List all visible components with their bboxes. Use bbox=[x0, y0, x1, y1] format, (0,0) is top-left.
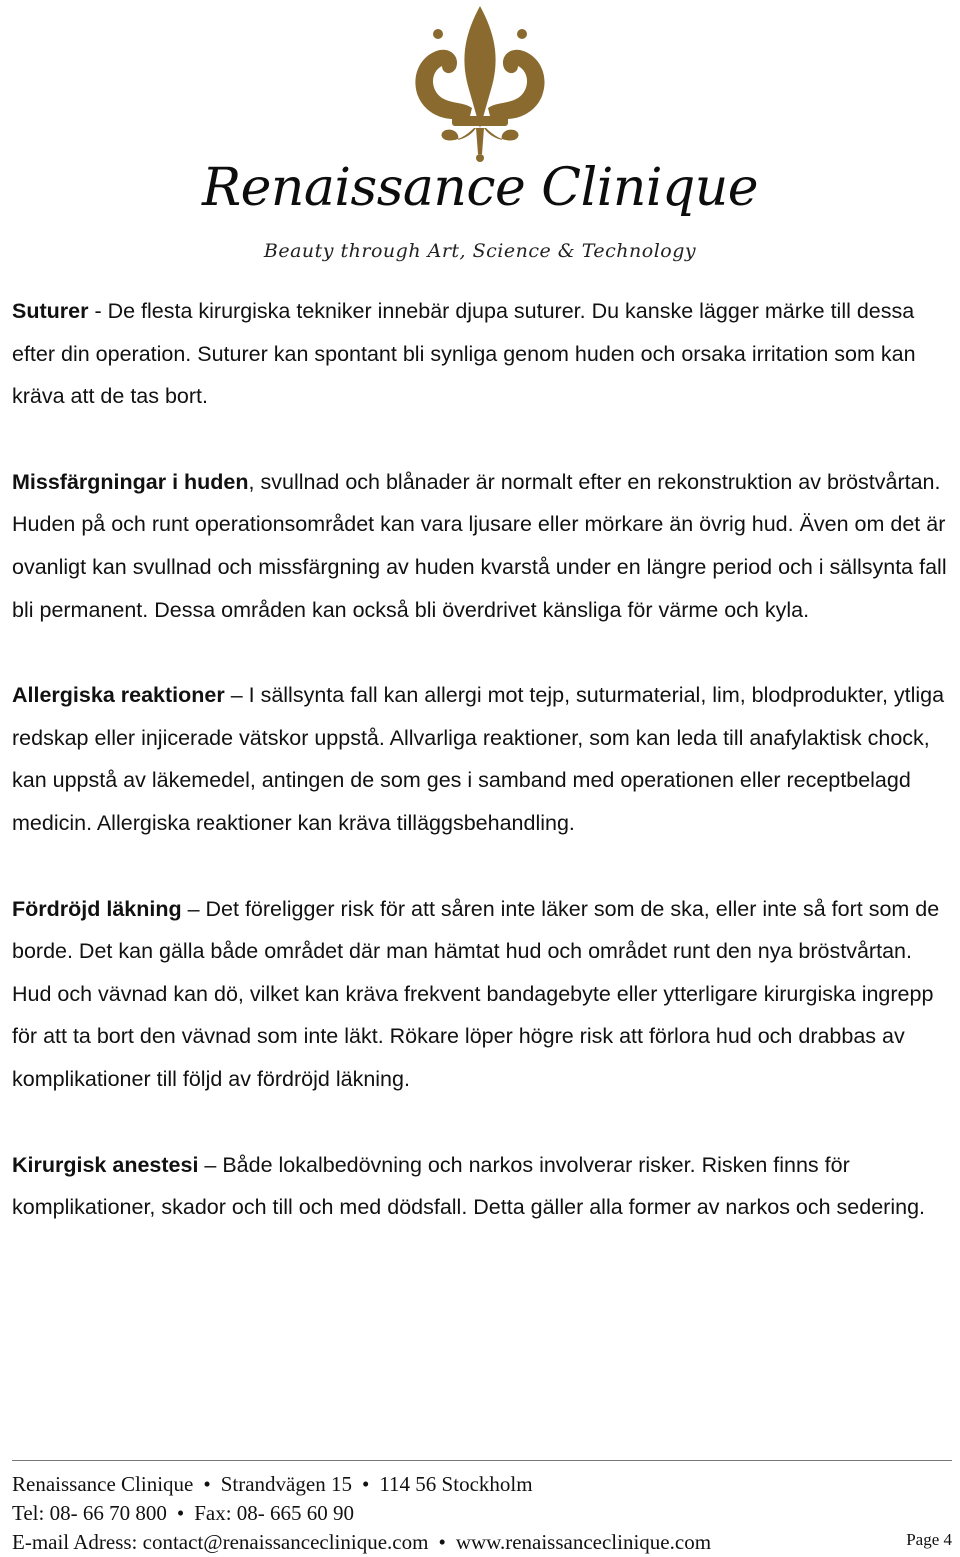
section-title: Kirurgisk anestesi bbox=[12, 1152, 199, 1177]
footer-address-row bbox=[12, 1470, 952, 1499]
footer-street: Strandvägen 15 bbox=[220, 1472, 352, 1496]
footer-contact-row bbox=[12, 1528, 952, 1557]
clinic-brand-name: Renaissance Clinique bbox=[201, 158, 759, 218]
section-text: Både lokalbedövning och narkos involverar risker. Risken finns för komplikationer, skador och till och med dödsfall. Detta gäller alla former av narkos och sedering. bbox=[12, 1152, 926, 1220]
footer-tel: Tel: 08- 66 70 800 bbox=[12, 1501, 167, 1525]
section-separator: – bbox=[181, 896, 206, 921]
section-title: Fördröjd läkning bbox=[12, 896, 182, 921]
section-text: De flesta kirurgiska tekniker innebär djupa suturer. Du kanske lägger märke till dessa efter din operation. Suturer kan spontant bli synliga genom huden och orsaka irritation som kan kräva att de tas bort. bbox=[12, 299, 916, 409]
section-fordrojd-lakning bbox=[12, 888, 948, 1101]
page-number: Page 4 bbox=[906, 1530, 952, 1549]
fleur-de-lis-icon bbox=[400, 4, 560, 172]
section-text: svullnad och blånader är normalt efter en rekonstruktion av bröstvårtan. Huden på och runt operationsområdet kan vara ljusare eller mörkare än övrig hud. Även om det är ovanligt kan svullnad och missfärgning av huden kvarstå under en längre period och i sällsynta fall bli permanent. Dessa områden kan också bli överdrivet känsliga för värme och kyla. bbox=[12, 469, 947, 622]
document-body bbox=[12, 290, 948, 1272]
footer-fax: Fax: 08- 665 60 90 bbox=[194, 1501, 355, 1525]
clinic-tagline: Beauty through Art, Science & Technology bbox=[263, 240, 697, 262]
footer-clinic-name: Renaissance Clinique bbox=[12, 1472, 194, 1496]
footer-email: E-mail Adress: contact@renaissanceclinique.com bbox=[12, 1530, 429, 1554]
footer-divider bbox=[12, 1460, 952, 1461]
bullet-separator: • bbox=[176, 1501, 185, 1525]
section-separator: – bbox=[198, 1152, 223, 1177]
section-text: I sällsynta fall kan allergi mot tejp, suturmaterial, lim, blodprodukter, ytliga redskap eller injicerade vätskor uppstå. Allvarliga reaktioner, som kan leda till anafylaktisk chock, kan uppstå av läkemedel, antingen de som ges i samband med operationen eller receptbelagd medicin. Allergiska reaktioner kan kräva tilläggsbehandling. bbox=[12, 683, 945, 835]
section-separator: - bbox=[88, 299, 108, 323]
document-header bbox=[0, 0, 960, 280]
section-allergiska-reaktioner bbox=[12, 674, 948, 844]
bullet-separator: • bbox=[438, 1530, 446, 1554]
footer-phone-row bbox=[12, 1499, 952, 1528]
bullet-separator: • bbox=[203, 1472, 211, 1496]
section-title: Allergiska reaktioner bbox=[12, 683, 225, 708]
document-footer bbox=[12, 1470, 952, 1557]
section-kirurgisk-anestesi bbox=[12, 1144, 948, 1229]
section-title: Suturer bbox=[12, 299, 89, 323]
section-title: Missfärgningar i huden bbox=[12, 469, 249, 494]
section-suturer bbox=[12, 290, 948, 418]
section-text: Det föreligger risk för att såren inte läker som de ska, eller inte så fort som de borde. Det kan gälla både området där man hämtat hud och området runt den nya bröstvårtan. Hud och vävnad kan dö, vilket kan kräva frekvent bandagebyte eller ytterligare kirurgiska ingrepp för att ta bort den vävnad som inte läkt. Rökare löper högre risk att förlora hud och drabbas av komplikationer till följd av fördröjd läkning. bbox=[12, 896, 940, 1091]
section-separator: , bbox=[248, 469, 261, 494]
section-separator: – bbox=[224, 683, 249, 708]
footer-website: www.renaissanceclinique.com bbox=[455, 1530, 712, 1554]
section-missfargningar bbox=[12, 461, 948, 631]
bullet-separator: • bbox=[361, 1472, 370, 1496]
footer-city: 114 56 Stockholm bbox=[379, 1472, 533, 1496]
